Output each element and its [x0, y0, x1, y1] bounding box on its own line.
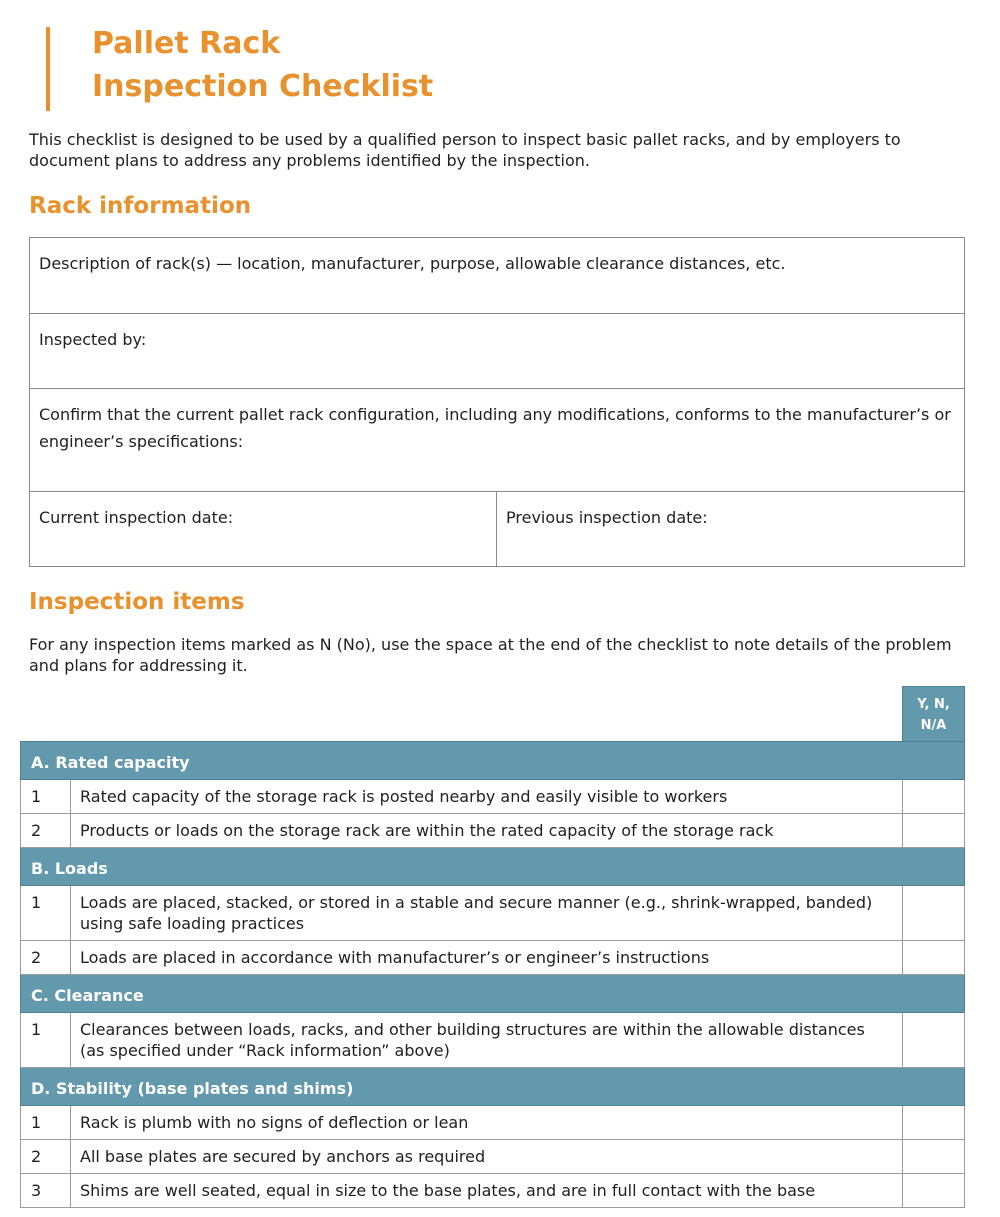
section-header-rated-capacity [21, 742, 965, 780]
current-inspection-date-label: Current inspection date: [39, 508, 234, 527]
checklist-row [21, 886, 965, 941]
item-text: Shims are well seated, equal in size to the base plates, and are in full contact with the base [71, 1174, 903, 1208]
answer-cell[interactable] [903, 886, 965, 941]
item-number: 1 [21, 780, 71, 814]
section-title: C. Clearance [21, 975, 965, 1013]
rack-info-table [29, 237, 965, 567]
checklist-row [21, 1013, 965, 1068]
configuration-confirm-label: Confirm that the current pallet rack configuration, including any modifications, conforms to the manufacturer’s or engineer’s specifications: [39, 405, 951, 451]
item-text: Loads are placed, stacked, or stored in a stable and secure manner (e.g., shrink-wrapped, banded) using safe loading practices [71, 886, 903, 941]
item-number: 1 [21, 1013, 71, 1068]
answer-cell[interactable] [903, 1013, 965, 1068]
answer-cell[interactable] [903, 1140, 965, 1174]
item-text: All base plates are secured by anchors as required [71, 1140, 903, 1174]
item-number: 2 [21, 814, 71, 848]
configuration-confirm-field[interactable] [30, 389, 965, 492]
section-title: D. Stability (base plates and shims) [21, 1068, 965, 1106]
section-header-stability [21, 1068, 965, 1106]
inspected-by-field[interactable] [30, 314, 965, 389]
item-number: 3 [21, 1174, 71, 1208]
item-text: Loads are placed in accordance with manufacturer’s or engineer’s instructions [71, 941, 903, 975]
inspection-note: For any inspection items marked as N (No), use the space at the end of the checklist to note details of the problem and plans for addressing it. [29, 635, 952, 675]
checklist-row [21, 1106, 965, 1140]
answer-cell[interactable] [903, 941, 965, 975]
inspected-by-label: Inspected by: [39, 330, 147, 349]
item-number: 2 [21, 1140, 71, 1174]
answer-column-header [903, 687, 965, 742]
answer-cell[interactable] [903, 814, 965, 848]
checklist-row [21, 780, 965, 814]
answer-header-row [21, 687, 965, 742]
item-number: 2 [21, 941, 71, 975]
title-line-1: Pallet Rack [92, 26, 281, 61]
section-header-clearance [21, 975, 965, 1013]
checklist-row [21, 1174, 965, 1208]
rack-description-label: Description of rack(s) — location, manufacturer, purpose, allowable clearance distances, etc. [39, 254, 786, 273]
answer-cell[interactable] [903, 1106, 965, 1140]
item-text: Products or loads on the storage rack are within the rated capacity of the storage rack [71, 814, 903, 848]
checklist-row [21, 814, 965, 848]
title-line-2: Inspection Checklist [92, 69, 434, 104]
item-number: 1 [21, 1106, 71, 1140]
inspection-items-heading: Inspection items [29, 589, 245, 615]
answer-header-line-1: Y, N, [917, 697, 950, 712]
item-text: Rated capacity of the storage rack is posted nearby and easily visible to workers [71, 780, 903, 814]
rack-info-heading: Rack information [29, 193, 252, 219]
answer-cell[interactable] [903, 1174, 965, 1208]
previous-inspection-date-label: Previous inspection date: [506, 508, 708, 527]
section-title: B. Loads [21, 848, 965, 886]
answer-cell[interactable] [903, 780, 965, 814]
item-number: 1 [21, 886, 71, 941]
previous-inspection-date-field[interactable] [497, 492, 965, 567]
rack-description-field[interactable] [30, 238, 965, 314]
answer-header-line-2: N/A [920, 718, 947, 733]
title-accent-bar [46, 27, 50, 111]
checklist-row [21, 1140, 965, 1174]
current-inspection-date-field[interactable] [30, 492, 497, 567]
item-text: Clearances between loads, racks, and other building structures are within the allowable distances (as specified under “Rack information” above) [71, 1013, 903, 1068]
checklist-row [21, 941, 965, 975]
section-header-loads [21, 848, 965, 886]
inspection-checklist-table [20, 686, 965, 1208]
item-text: Rack is plumb with no signs of deflection or lean [71, 1106, 903, 1140]
section-title: A. Rated capacity [21, 742, 965, 780]
page-title [92, 22, 433, 108]
intro-text: This checklist is designed to be used by a qualified person to inspect basic pallet racks, and by employers to document plans to address any problems identified by the inspection. [29, 130, 901, 170]
